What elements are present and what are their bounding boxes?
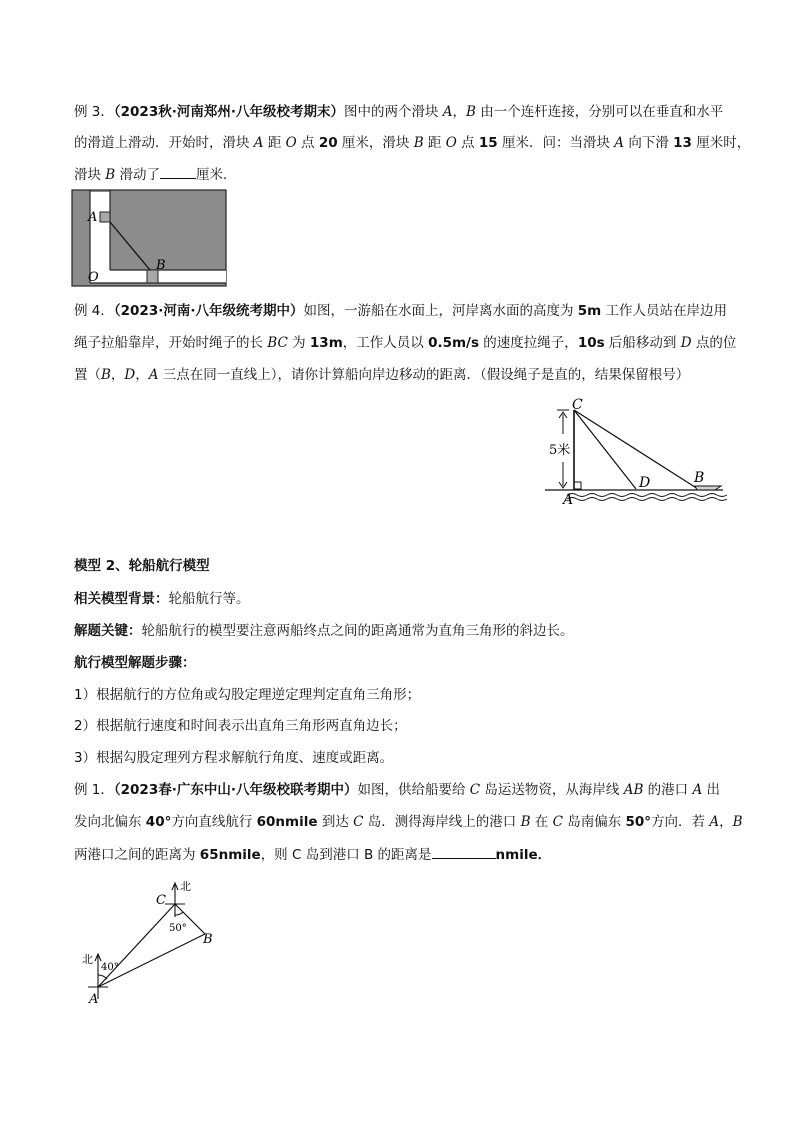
answer-blank [160,164,196,179]
label-north-c: 北 [180,880,191,893]
ex1-line-1: 例 1．（2023春·广东中山·八年级校联考期中）如图，供给船要给 C 岛运送物资，从海岸线 AB 的港口 A 出 [74,782,721,798]
label-north-a: 北 [82,953,93,966]
model2-step-2: 2）根据航行速度和时间表示出直角三角形两直角边长； [74,718,407,734]
boat-figure [545,398,735,510]
slider-figure [70,188,230,288]
wave-1 [567,494,727,497]
label-b: B [156,258,166,273]
label-a: A [89,992,99,1007]
label-o: O [88,270,99,285]
rope-cb [574,410,698,489]
model2-step-1: 1）根据航行的方位角或勾股定理逆定理判定直角三角形； [74,687,421,703]
model2-steps-title: 航行模型解题步骤： [74,655,196,671]
ex3-line-3: 滑块 B 滑动了 厘米． [74,164,237,185]
segment-ab [98,934,205,987]
right-angle-mark [574,482,581,489]
ex3-line-2: 的滑道上滑动．开始时，滑块 A 距 O 点 20 厘米，滑块 B 距 O 点 15 厘米．问：当滑块 A 向下滑 13 厘米时， [74,135,751,151]
label-height: 5米 [549,443,571,458]
ex4-line-2: 绳子拉船靠岸，开始时绳子的长 BC 为 13m，工作人员以 0.5m/s 的速度拉绳子，10s 后船移动到 D 点的位 [74,335,737,351]
label-c: C [156,893,166,908]
model2-title: 模型 2、轮船航行模型 [74,558,210,574]
segment-ac [98,904,175,987]
ex1-line-2: 发向北偏东 40°方向直线航行 60nmile 到达 C 岛．测得海岸线上的港口 B 在 C 岛南偏东 50°方向．若 A，B [74,814,743,830]
slider-a-block [100,212,110,222]
navigation-figure [80,877,220,1012]
model2-key: 解题关键：轮船航行的模型要注意两船终点之间的距离通常为直角三角形的斜边长。 [74,623,574,639]
model2-step-3: 3）根据勾股定理列方程求解航行角度、速度或距离。 [74,750,394,766]
label-c: C [572,397,583,413]
label-angle-40: 40° [101,962,119,973]
ex1-line-3: 两港口之间的距离为 65nmile，则 C 岛到港口 B 的距离是 nmile． [74,844,551,865]
label-d: D [639,475,651,491]
answer-blank [432,844,496,859]
rope-cd [574,410,636,489]
model2-background: 相关模型背景：轮船航行等。 [74,591,250,607]
label-angle-50: 50° [169,923,187,934]
ex4-line-3: 置（B，D，A 三点在同一直线上），请你计算船向岸边移动的距离．（假设绳子是直的，结果保留根号） [74,367,690,383]
label-a: A [88,210,98,225]
wave-2 [567,498,727,501]
label-b: B [203,932,213,947]
boat-icon [695,486,721,490]
ex4-line-1: 例 4．（2023·河南·八年级统考期中）如图，一游船在水面上，河岸离水面的高度为 5m 工作人员站在岸边用 [74,303,728,319]
ex3-line-1: 例 3．（2023秋·河南郑州·八年级校考期末）图中的两个滑块 A，B 由一个连杆连接，分别可以在垂直和水平 [74,104,724,120]
label-b: B [694,470,705,486]
vertical-track [90,192,110,270]
label-a: A [563,492,574,508]
